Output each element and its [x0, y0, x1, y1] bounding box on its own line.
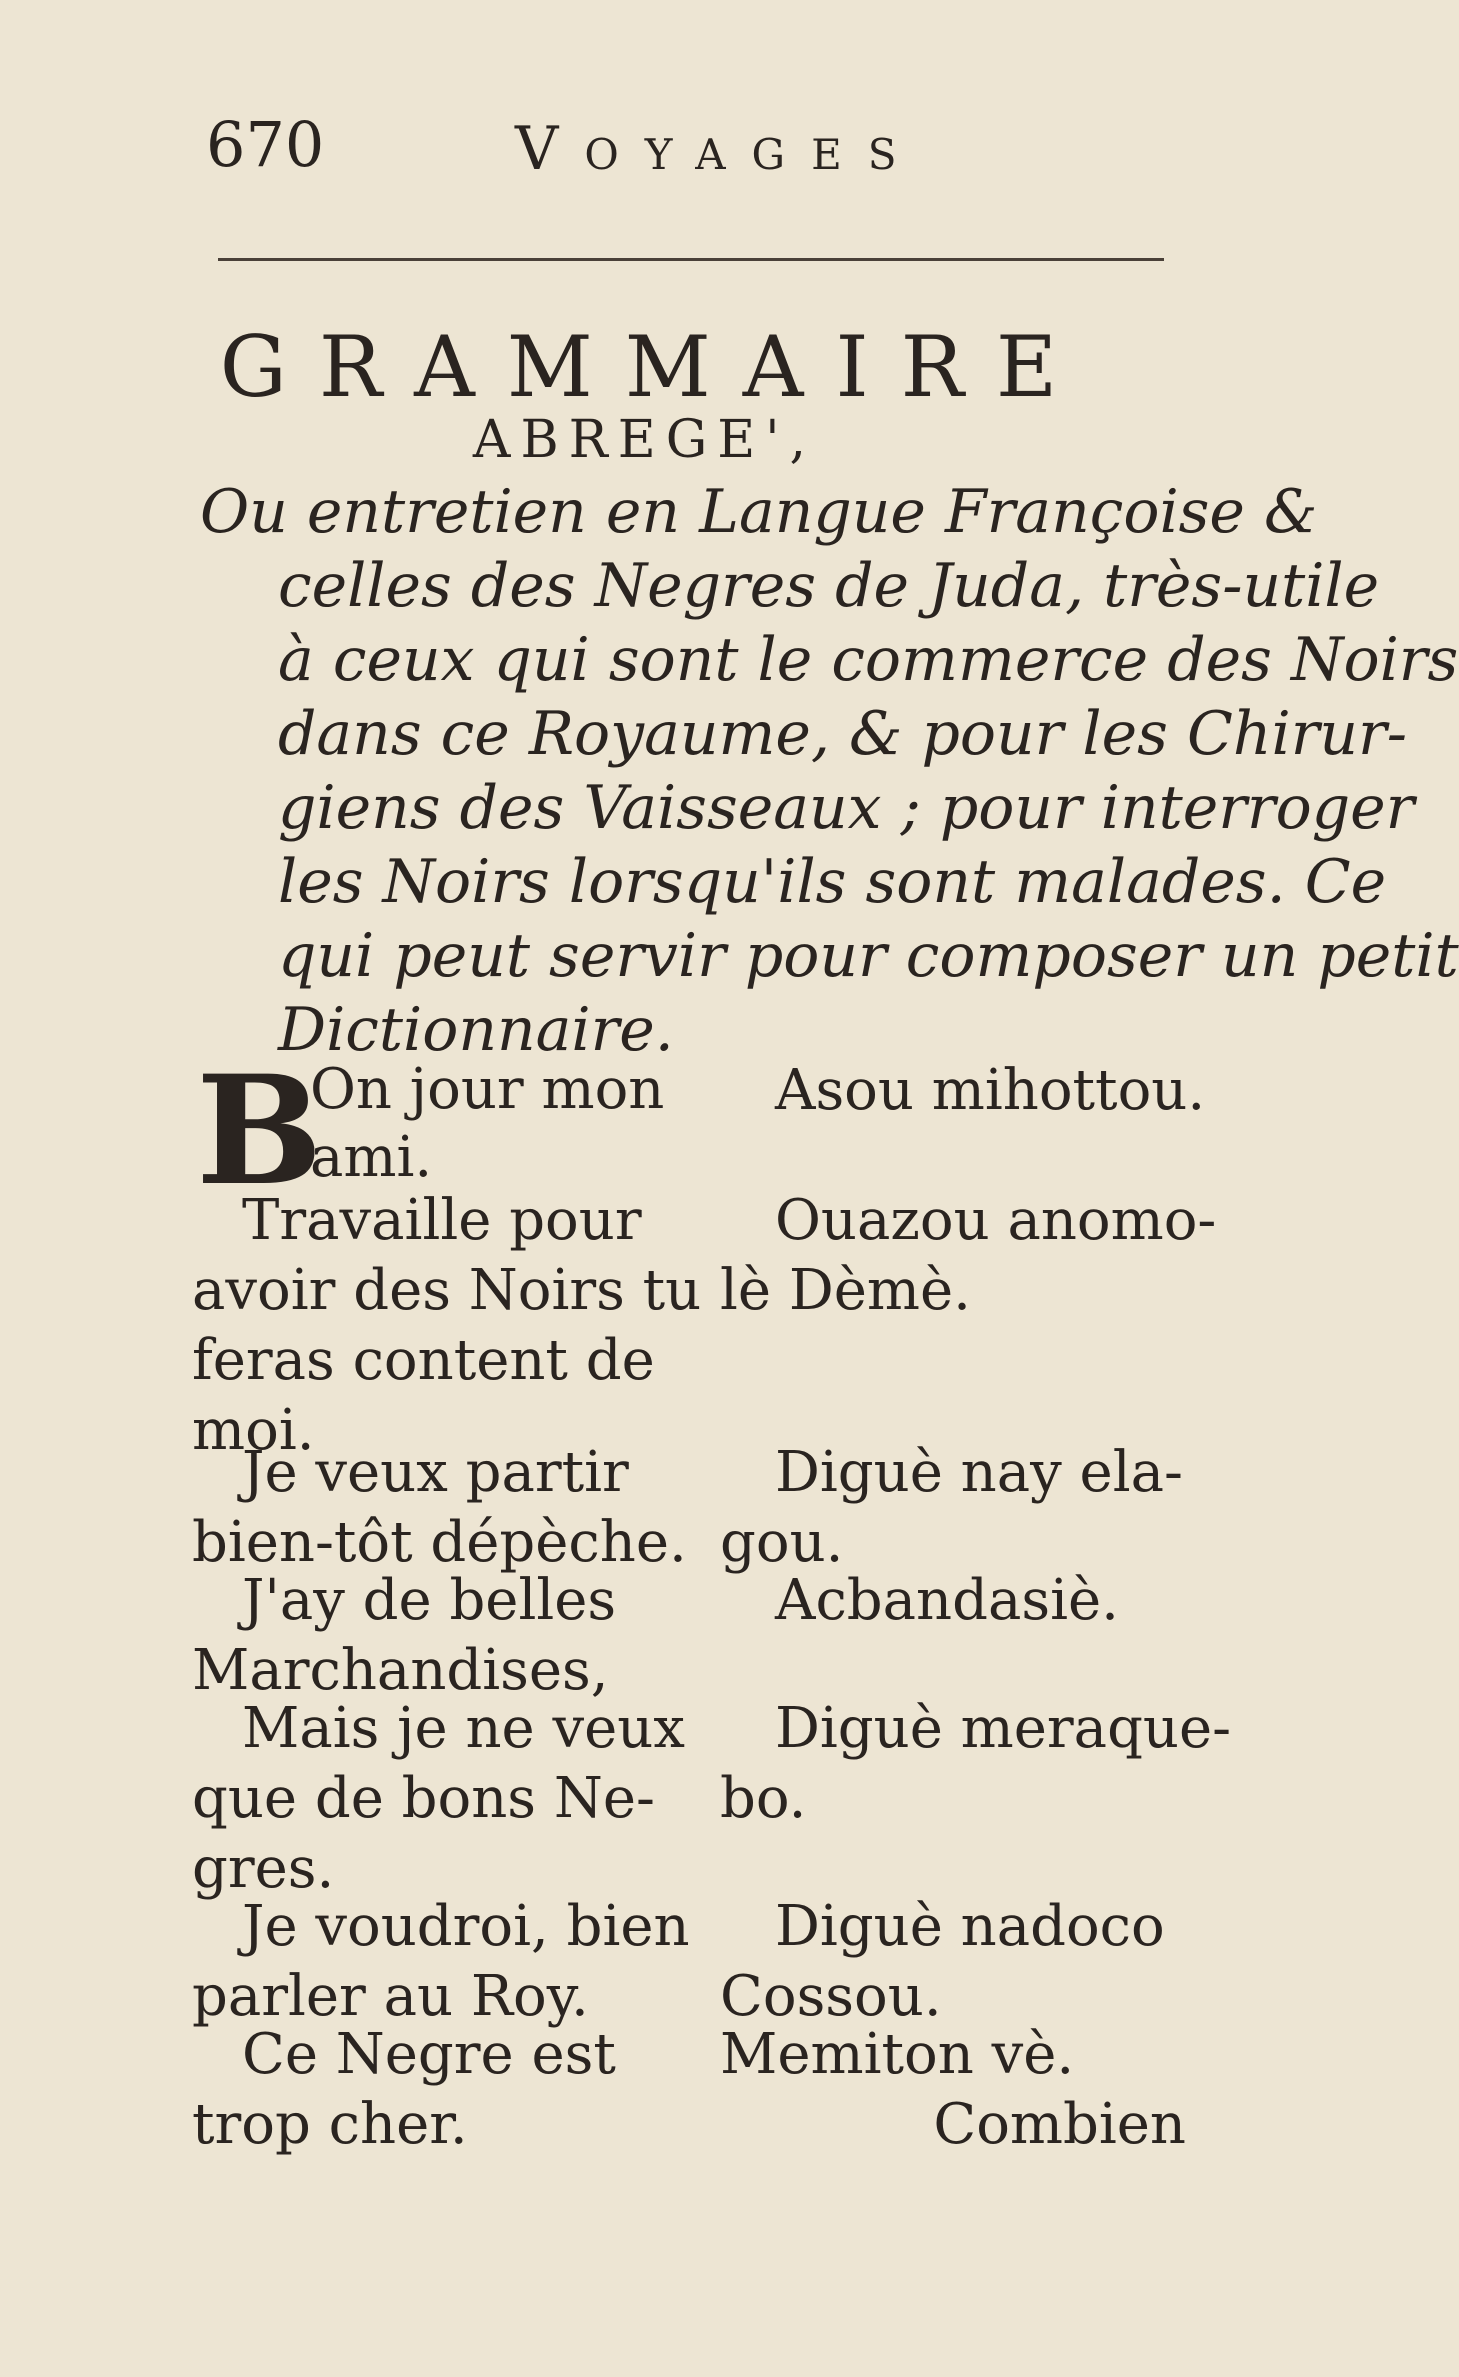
- french-line: Marchandises,: [192, 1638, 609, 1703]
- french-phrase: [192, 1892, 690, 2032]
- native-phrase: [720, 1566, 1190, 1636]
- running-title: Voyages: [515, 114, 923, 184]
- french-line: Je voudroi, bien: [242, 1894, 690, 1959]
- intro-line: Ou entretien en Langue Françoise &: [200, 477, 1318, 547]
- french-line: avoir des Noirs tu: [192, 1258, 702, 1323]
- french-phrase: [192, 2020, 662, 2160]
- french-phrase: [192, 1186, 702, 1466]
- intro-line: giens des Vaisseaux ; pour interroger: [278, 773, 1415, 843]
- french-line: Je veux partir: [242, 1440, 629, 1505]
- intro-line: à ceux qui sont le commerce des Noirs: [278, 625, 1459, 695]
- header-rule: [218, 258, 1164, 261]
- native-phrase: [720, 1438, 1190, 1578]
- french-line: moi.: [192, 1398, 315, 1463]
- catchword: Combien: [933, 2092, 1186, 2157]
- french-line: Travaille pour: [242, 1188, 642, 1253]
- french-phrase: [192, 1438, 687, 1578]
- native-line: Memiton vè.: [720, 2022, 1075, 2087]
- native-line: Asou mihottou.: [775, 1058, 1206, 1123]
- native-line: gou.: [720, 1510, 844, 1575]
- french-line: On jour mon: [310, 1057, 665, 1122]
- native-line: Diguè nadoco: [775, 1894, 1165, 1959]
- native-line: lè Dèmè.: [720, 1258, 971, 1323]
- french-line: Ce Negre est: [242, 2022, 616, 2087]
- intro-line: dans ce Royaume, & pour les Chirur-: [278, 699, 1408, 769]
- french-line: gres.: [192, 1836, 335, 1901]
- french-phrase: [310, 1056, 664, 1192]
- french-line: que de bons Ne-: [192, 1766, 655, 1831]
- section-subtitle: ABREGE',: [472, 410, 817, 470]
- intro-line: celles des Negres de Juda, très-utile: [278, 551, 1380, 621]
- french-phrase: [192, 1566, 662, 1706]
- native-line: Diguè meraque-: [775, 1696, 1232, 1761]
- native-phrase: [720, 2020, 1190, 2160]
- french-line: J'ay de belles: [242, 1568, 617, 1633]
- page-number: 670: [206, 108, 325, 181]
- french-line: Mais je ne veux: [242, 1696, 685, 1761]
- native-line: bo.: [720, 1766, 807, 1831]
- section-title: GRAMMAIRE: [219, 318, 1090, 416]
- intro-line: les Noirs lorsqu'ils sont malades. Ce: [278, 847, 1387, 917]
- intro-paragraph: [200, 475, 1459, 1067]
- native-phrase: [720, 1694, 1232, 1834]
- french-line: ami.: [310, 1125, 433, 1190]
- french-line: parler au Roy.: [192, 1964, 589, 2029]
- native-line: Ouazou anomo-: [775, 1188, 1217, 1253]
- intro-line: Dictionnaire.: [278, 995, 674, 1065]
- native-phrase: [720, 1056, 1206, 1126]
- french-line: bien-tôt dépèche.: [192, 1510, 687, 1575]
- french-line: trop cher.: [192, 2092, 468, 2157]
- native-phrase: [720, 1186, 1217, 1326]
- native-line: Acbandasiè.: [775, 1568, 1119, 1633]
- native-phrase: [720, 1892, 1190, 2032]
- french-phrase: [192, 1694, 685, 1904]
- intro-line: qui peut servir pour composer un petit: [278, 921, 1459, 991]
- drop-cap: B: [196, 1043, 323, 1219]
- native-line: Diguè nay ela-: [775, 1440, 1183, 1505]
- native-line: Cossou.: [720, 1964, 942, 2029]
- french-line: feras content de: [192, 1328, 655, 1393]
